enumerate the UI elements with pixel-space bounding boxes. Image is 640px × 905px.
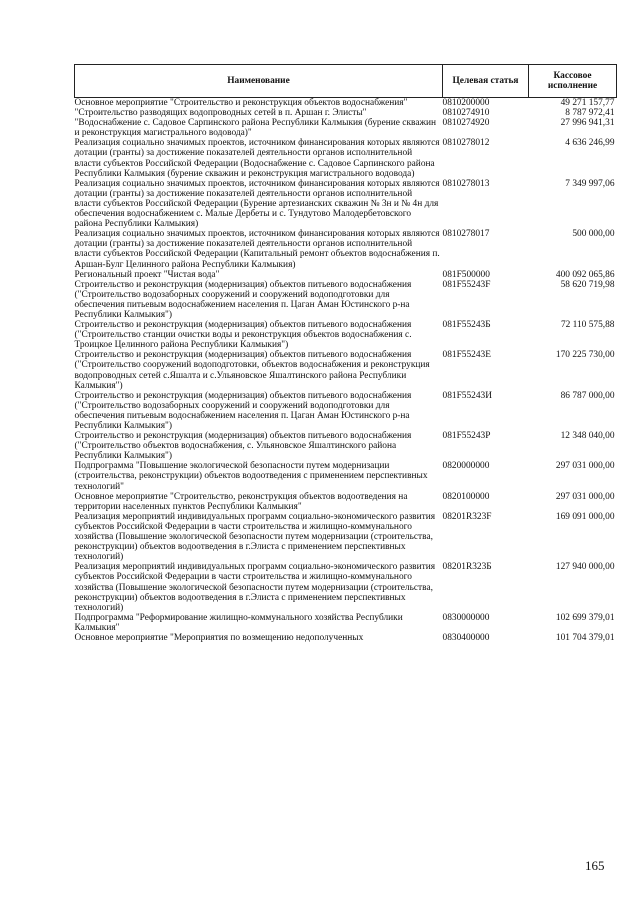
- row-amount-cell: 72 110 575,88: [560, 320, 615, 331]
- page-number: 165: [585, 858, 605, 873]
- table-row: [75, 492, 617, 512]
- table-row: [75, 461, 617, 491]
- row-name-cell: Реализация мероприятий индивидуальных программ социально-экономического развития субъектов Российской Федерации в части строительства и жилищно-коммунального хозяйства (Повышение экологической безопасности путем модернизации (строительства, реконструкции) объектов водоотведения в г.Элиста с применением перспективных технологий): [74, 562, 436, 613]
- table-row: [75, 562, 617, 612]
- row-code-cell: 081F55243И: [442, 390, 492, 401]
- row-name-cell: Строительство и реконструкция (модернизация) объектов питьевого водоснабжения ("Строительство объектов водоснабжения, с. Ульяновское Яшалтинского района Республики Калмыкия"): [74, 431, 412, 462]
- row-code-cell: 081F500000: [442, 269, 490, 280]
- table-row: [75, 118, 617, 138]
- row-amount-cell: 297 031 000,00: [555, 491, 615, 502]
- column-header-code: Целевая статья: [443, 65, 529, 98]
- column-header-name: Наименование: [75, 65, 443, 98]
- table-row: [75, 270, 617, 280]
- table-row: [75, 229, 617, 269]
- row-code-cell: 0830000000: [442, 612, 490, 623]
- row-name-cell: "Водоснабжение с. Садовое Сарпинского района Республики Калмыкия (бурение скважин и реконструкция магистрального водовода)": [74, 118, 436, 139]
- table-header-row: [75, 65, 617, 98]
- row-amount-cell: 4 636 246,99: [565, 138, 615, 149]
- row-name-cell: Реализация социально значимых проектов, источником финансирования которых являются дотации (гранты) за достижение показателей деятельности органов исполнительной власти субъектов Российской Федерации (Капитальный ремонт объектов водоснабжения п. Аршан-Булг Целинного района Республики Калмыкия): [74, 229, 440, 270]
- row-code-cell: 081F55243Е: [442, 350, 491, 361]
- row-name-cell: Подпрограмма "Реформирование жилищно-коммунального хозяйства Республики Калмыкия": [74, 612, 403, 633]
- row-amount-cell: 49 271 157,77: [560, 98, 615, 108]
- row-name-cell: Строительство и реконструкция (модернизация) объектов питьевого водоснабжения ("Строительство водозаборных сооружений и сооружений водоподготовки для обеспечения питьевым водоснабжением населения п. Цаган Аман Юстинского р-на Республики Калмыкия"): [74, 279, 412, 320]
- table-row: [75, 320, 617, 350]
- row-amount-cell: 12 348 040,00: [560, 431, 615, 442]
- row-code-cell: 0810278013: [442, 178, 490, 189]
- row-code-cell: 0820100000: [442, 491, 490, 502]
- row-code-cell: 0820000000: [442, 461, 490, 472]
- row-name-cell: Основное мероприятие "Мероприятия по возмещению недополученных: [74, 632, 364, 643]
- table-body: [75, 98, 617, 644]
- row-amount-cell: 400 092 065,86: [555, 269, 615, 280]
- row-code-cell: 08201R323F: [442, 511, 492, 522]
- table-row: [75, 350, 617, 390]
- row-code-cell: 0810278017: [442, 229, 490, 240]
- row-code-cell: 0810200000: [442, 98, 490, 108]
- row-amount-cell: 58 620 719,98: [560, 279, 615, 290]
- row-name-cell: Подпрограмма "Повышение экологической безопасности путем модернизации (строительства, реконструкции) объектов водоотведения с применением перспективных технологий": [74, 461, 428, 492]
- row-name-cell: Строительство и реконструкция (модернизация) объектов питьевого водоснабжения ("Строительство станции очистки воды и реконструкция объектов водоснабжения с. Троицкое Целинного района Республики Калмыкия"): [74, 320, 412, 351]
- row-code-cell: 0810274910: [442, 108, 490, 119]
- row-code-cell: 081F55243Б: [442, 320, 491, 331]
- row-name-cell: Реализация социально значимых проектов, источником финансирования которых являются дотации (гранты) за достижение показателей деятельности органов исполнительной власти субъектов Российской Федерации (Водоснабжение с. Садовое Сарпинского района Республики Калмыкия (бурение скважин и реконструкция магистрального водовода): [74, 138, 440, 179]
- table-row: [75, 108, 617, 118]
- row-name-cell: Региональный проект "Чистая вода": [74, 269, 220, 280]
- row-code-cell: 081F55243Р: [442, 431, 491, 442]
- row-name-cell: Строительство и реконструкция (модернизация) объектов питьевого водоснабжения ("Строительство сооружений водоподготовки, объектов водоснабжения и реконструкция водопроводных сетей с.Яшалта и с.Ульяновское Яшалтинского района Республики Калмыкия"): [74, 350, 430, 391]
- table-row: [75, 613, 617, 633]
- row-amount-cell: 86 787 000,00: [560, 390, 615, 401]
- table-row: [75, 138, 617, 178]
- table-row: [75, 431, 617, 461]
- row-name-cell: Реализация социально значимых проектов, источником финансирования которых являются дотации (гранты) за достижение показателей деятельности органов исполнительной власти субъектов Российской Федерации (Бурение артезианских скважин № 3н и № 4н для обеспечения водоснабжением с. Малые Дербеты и с. Тундутово Малодербетовского района Республики Калмыкия): [74, 178, 440, 230]
- row-amount-cell: 170 225 730,00: [555, 350, 615, 361]
- row-code-cell: 0830400000: [442, 632, 490, 643]
- row-code-cell: 0810278012: [442, 138, 490, 149]
- row-name-cell: Строительство и реконструкция (модернизация) объектов питьевого водоснабжения ("Строительство водозаборных сооружений и сооружений водоподготовки для обеспечения питьевым водоснабжением населения п. Цаган Аман Юстинского р-на Республики Калмыкия"): [74, 390, 412, 431]
- row-amount-cell: 27 996 941,31: [560, 118, 615, 129]
- row-name-cell: Реализация мероприятий индивидуальных программ социально-экономического развития субъектов Российской Федерации в части строительства и жилищно-коммунального хозяйства (Повышение экологической безопасности путем модернизации (строительства, реконструкции) объектов водоотведения в г.Элиста с применением перспективных технологий): [74, 511, 436, 563]
- row-code-cell: 081F55243F: [442, 279, 491, 290]
- row-amount-cell: 169 091 000,00: [555, 511, 615, 522]
- row-code-cell: 0810274920: [442, 118, 490, 129]
- row-amount-cell: 102 699 379,01: [555, 612, 615, 623]
- row-amount-cell: 7 349 997,06: [565, 178, 615, 189]
- column-header-amount: Кассовое исполнение: [529, 65, 617, 98]
- budget-execution-table: [74, 64, 617, 643]
- table-row: [75, 512, 617, 562]
- row-amount-cell: 127 940 000,00: [555, 562, 615, 573]
- row-amount-cell: 8 787 972,41: [565, 108, 615, 119]
- table-row: [75, 633, 617, 643]
- table-row: [75, 98, 617, 109]
- row-name-cell: "Строительство разводящих водопроводных сетей в п. Аршан г. Элисты": [74, 108, 367, 119]
- row-name-cell: Основное мероприятие "Строительство, реконструкция объектов водоотведения на территории населенных пунктов Республики Калмыкия": [74, 491, 408, 512]
- row-amount-cell: 101 704 379,01: [555, 632, 615, 643]
- row-name-cell: Основное мероприятие "Строительство и реконструкция объектов водоснабжения": [74, 98, 408, 108]
- row-amount-cell: 500 000,00: [572, 229, 615, 240]
- row-amount-cell: 297 031 000,00: [555, 461, 615, 472]
- table-row: [75, 280, 617, 320]
- row-code-cell: 08201R323Б: [442, 562, 492, 573]
- table-row: [75, 391, 617, 431]
- table-row: [75, 179, 617, 229]
